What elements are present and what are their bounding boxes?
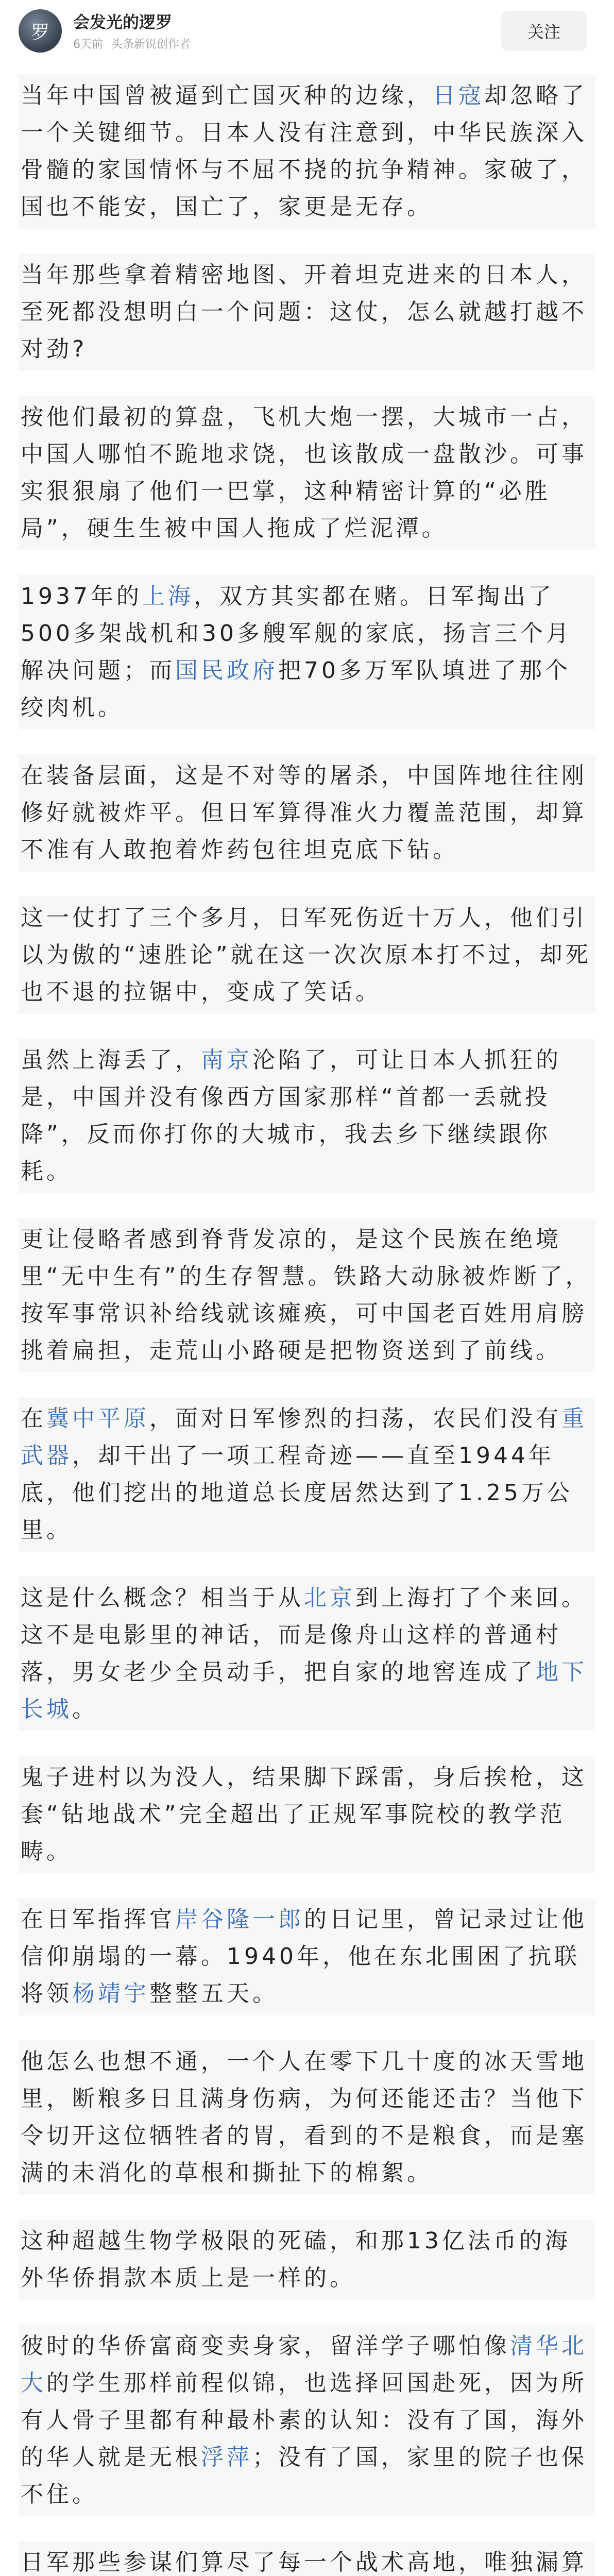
- author-info: [73, 11, 501, 52]
- paragraph-text: 到上海打了个来回。这不是电影里的神话，而是像舟山这样的普通村落，男女老少全员动手，把自家的地窖连成了: [21, 1585, 587, 1685]
- paragraph-text: ，面对日军惨烈的扫荡，农民们没有: [149, 1405, 561, 1432]
- paragraph-text: 虽然上海丢了，: [21, 1047, 201, 1073]
- article-paragraph: [19, 396, 595, 550]
- paragraph-text: 沦陷了，可让日本人抓狂的是，中国并没有像西方国家那样“首都一丢就投降”，反而你打你的大城市，我去乡下继续跟你耗。: [21, 1047, 561, 1184]
- paragraph-text: ，却干出了一项工程奇迹——直至1944年底，他们挖出的地道总长度居然达到了1.25万公里。: [21, 1443, 573, 1543]
- keyword-link[interactable]: 北京: [304, 1585, 355, 1611]
- keyword-link[interactable]: 岸谷隆一郎: [175, 1906, 304, 1933]
- article-paragraph: [19, 1577, 595, 1731]
- article-paragraph: [19, 2219, 595, 2300]
- paragraph-text: 彼时的华侨富商变卖身家，留洋学子哪怕像: [21, 2333, 510, 2359]
- paragraph-text: 日军那些参谋们算尽了每一个战术高地，唯独漏算: [21, 2549, 587, 2575]
- article-paragraph: [19, 1218, 595, 1372]
- paragraph-text: 却忽略了一个关键细节。日本人没有注意到，中华民族深入骨髓的家国情怀与不屈不挠的抗争精神。家破了，国也不能安，国亡了，家更是无存。: [21, 82, 587, 220]
- keyword-link[interactable]: 清华北大: [21, 2333, 587, 2396]
- paragraph-text: 整整五天。: [149, 1980, 278, 2007]
- keyword-link[interactable]: 上海: [142, 583, 194, 609]
- paragraph-text: 的学生那样前程似锦，也选择回国赴死，因为所有人骨子里都有种最朴素的认知：没有了国，海外的华人就是无根: [21, 2370, 587, 2470]
- paragraph-text: 按他们最初的算盘，飞机大炮一摆，大城市一占，中国人哪怕不跪地求饶，也该散成一盘散沙。可事实狠狠扇了他们一巴掌，这种精密计算的“必胜局”，硬生生被中国人拖成了烂泥潭。: [21, 404, 587, 541]
- author-meta: [73, 36, 501, 52]
- article-paragraph: [19, 1898, 595, 2015]
- paragraph-text: 这一仗打了三个多月，日军死伤近十万人，他们引以为傲的“速胜论”就在这一次次原本打不过，却死也不退的拉锯中，变成了笑话。: [21, 905, 591, 1005]
- article-paragraph: [19, 1397, 595, 1552]
- paragraph-text: 1937年的: [21, 583, 142, 609]
- article-paragraph: [19, 74, 595, 229]
- keyword-link[interactable]: 国民政府: [175, 657, 278, 684]
- paragraph-text: 这种超越生物学极限的死磕，和那13亿法币的海外华侨捐款本质上是一样的。: [21, 2228, 571, 2291]
- article-paragraph: [19, 2040, 595, 2195]
- article-paragraph: [19, 2325, 595, 2516]
- keyword-link[interactable]: 重武器: [21, 1405, 587, 1469]
- paragraph-text: 在: [21, 1405, 46, 1432]
- article-paragraph: [19, 754, 595, 872]
- keyword-link[interactable]: 南京: [201, 1047, 252, 1073]
- article-paragraph: [19, 1039, 595, 1193]
- author-name[interactable]: 会发光的逻罗: [73, 12, 173, 32]
- paragraph-text: 他怎么也想不通，一个人在零下几十度的冰天雪地里，断粮多日且满身伤病，为何还能还击？当他下令切开这位牺牲者的胃，看到的不是粮食，而是塞满的未消化的草根和撕扯下的棉絮。: [21, 2048, 587, 2186]
- article-paragraph: [19, 896, 595, 1014]
- article-paragraph: [19, 253, 595, 371]
- paragraph-text: ；没有了国，家里的院子也保不住。: [21, 2444, 587, 2507]
- follow-button[interactable]: 关注: [501, 11, 587, 51]
- paragraph-text: 这是什么概念？相当于从: [21, 1585, 304, 1611]
- keyword-link[interactable]: 地下长城: [21, 1659, 587, 1722]
- article-body: [0, 62, 614, 2576]
- article-paragraph: [19, 1756, 595, 1873]
- paragraph-text: 在日军指挥官: [21, 1906, 175, 1933]
- paragraph-text: 更让侵略者感到脊背发凉的，是这个民族在绝境里“无中生有”的生存智慧。铁路大动脉被炸断了，按军事常识补给线就该瘫痪，可中国老百姓用肩膀挑着扁担，走荒山小路硬是把物资送到了前线。: [21, 1226, 591, 1364]
- paragraph-text: 当年中国曾被逼到亡国灭种的边缘，: [21, 82, 433, 109]
- paragraph-text: 当年那些拿着精密地图、开着坦克进来的日本人，至死都没想明白一个问题：这仗，怎么就越打越不对劲?: [21, 262, 587, 362]
- keyword-link[interactable]: 日寇: [433, 82, 484, 109]
- paragraph-text: 的日记里，曾记录过让他信仰崩塌的一幕。1940年，他在东北围困了抗联将领: [21, 1906, 587, 2007]
- avatar[interactable]: 罗: [19, 9, 62, 53]
- keyword-link[interactable]: 杨靖宇: [72, 1980, 149, 2007]
- paragraph-text: ，双方其实都在赌。日军掏出了500多架战机和30多艘军舰的家底，扬言三个月解决问题；而: [21, 583, 572, 684]
- author-header: [0, 0, 614, 62]
- keyword-link[interactable]: 冀中平原: [46, 1405, 149, 1432]
- article-paragraph: [19, 575, 595, 730]
- paragraph-text: 在装备层面，这是不对等的屠杀，中国阵地往往刚修好就被炸平。但日军算得准火力覆盖范围，却算不准有人敢抱着炸药包往坦克底下钻。: [21, 762, 587, 863]
- paragraph-text: 鬼子进村以为没人，结果脚下踩雷，身后挨枪，这套“钻地战术”完全超出了正规军事院校的教学范畴。: [21, 1764, 587, 1865]
- paragraph-text: 把70多万军队填进了那个绞肉机。: [21, 657, 571, 721]
- post-time: 6天前: [73, 38, 103, 51]
- paragraph-text: 。: [72, 1696, 98, 1722]
- keyword-link[interactable]: 浮萍: [201, 2444, 252, 2470]
- creator-badge: 头条新锐创作者: [111, 38, 191, 51]
- article-paragraph: [19, 2541, 595, 2576]
